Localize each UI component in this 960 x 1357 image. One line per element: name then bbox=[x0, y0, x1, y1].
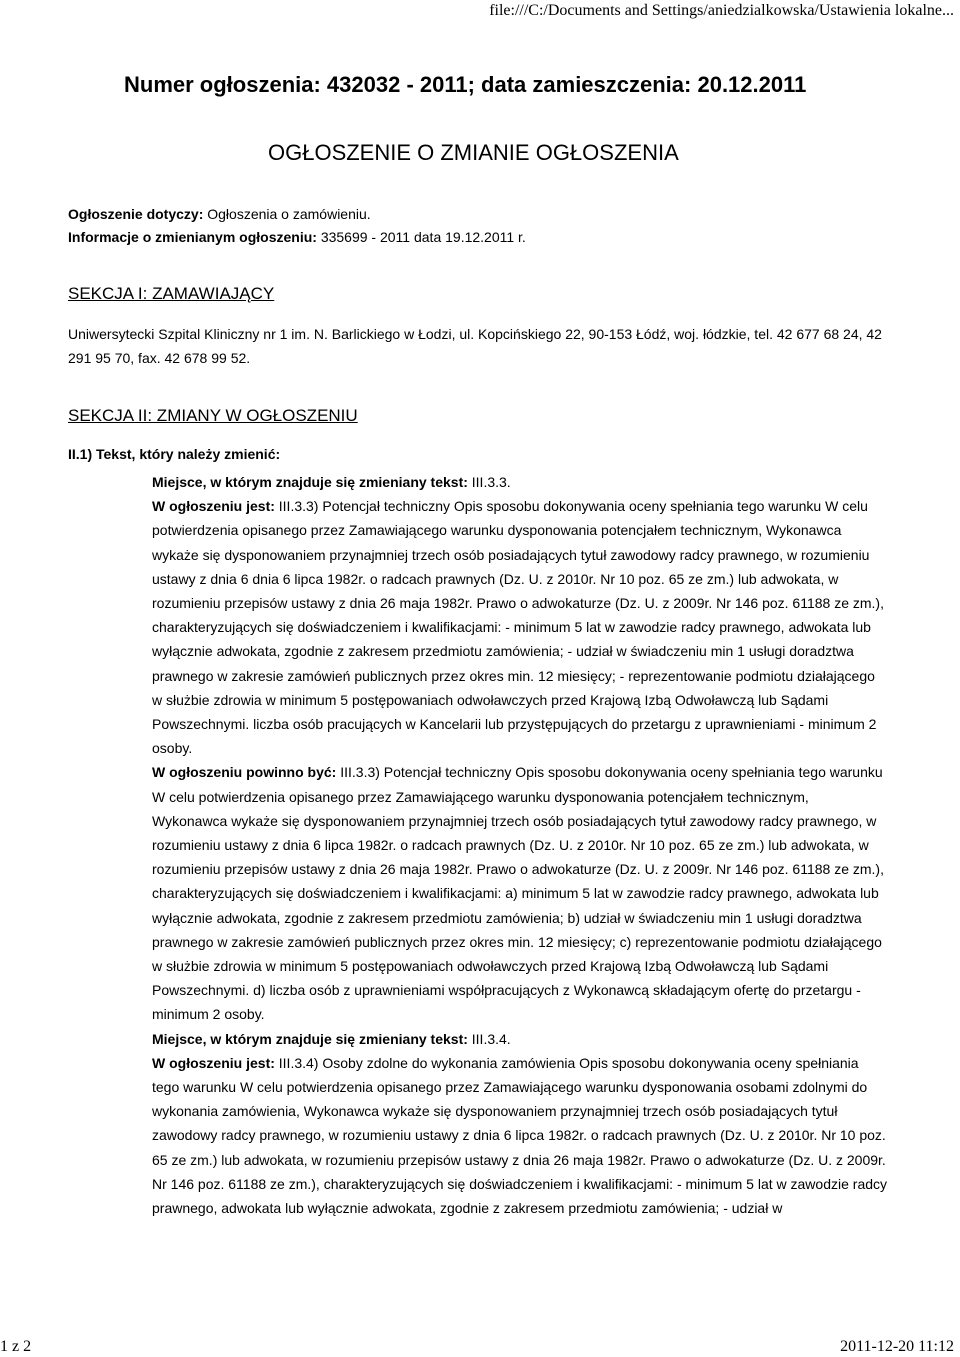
change-1-place-value: III.3.3. bbox=[467, 474, 511, 490]
print-footer-page: 1 z 2 bbox=[0, 1338, 32, 1355]
notice-number-title: Numer ogłoszenia: 432032 - 2011; data zamieszczenia: 20.12.2011 bbox=[124, 72, 807, 97]
concerns-label: Ogłoszenie dotyczy: bbox=[68, 206, 204, 222]
change-2-place-value: III.3.4. bbox=[467, 1030, 511, 1047]
notice-info bbox=[68, 203, 526, 249]
change-1-place-label: Miejsce, w którym znajduje się zmieniany tekst: bbox=[152, 474, 468, 490]
item-ii1-label: II.1) Tekst, który należy zmienić: bbox=[68, 446, 281, 462]
change-2-place-label: Miejsce, w którym znajduje się zmieniany tekst: bbox=[152, 1030, 468, 1047]
print-header-url: file:///C:/Documents and Settings/aniedzialkowska/Ustawienia lokalne... bbox=[489, 2, 954, 19]
changed-notice-label: Informacje o zmienianym ogłoszeniu: bbox=[68, 229, 317, 245]
section-2-title: SEKCJA II: ZMIANY W OGŁOSZENIU bbox=[68, 406, 358, 425]
change-2-is-label: W ogłoszeniu jest: bbox=[152, 1054, 275, 1071]
contracting-authority-address: Uniwersytecki Szpital Kliniczny nr 1 im. N. Barlickiego w Łodzi, ul. Kopcińskiego 22, 90-153 Łódź, woj. łódzkie, tel. 42 677 68 24, 42 291 95 70, fax. 42 678 99 52. bbox=[68, 326, 882, 366]
print-footer-datetime: 2011-12-20 11:12 bbox=[840, 1338, 954, 1355]
changes-list bbox=[152, 470, 888, 1220]
change-1-should-label: W ogłoszeniu powinno być: bbox=[152, 764, 337, 781]
change-2-place bbox=[152, 1027, 888, 1051]
change-1-should bbox=[152, 760, 888, 1026]
concerns-value: Ogłoszenia o zamówieniu. bbox=[203, 206, 371, 222]
changed-notice-value: 335699 - 2011 data 19.12.2011 r. bbox=[316, 229, 526, 245]
change-1-should-text: III.3.3) Potencjał techniczny Opis sposobu dokonywania oceny spełniania tego warunku W celu potwierdzenia opisanego przez Zamawiającego warunku dysponowania potencjałem technicznym, Wykonawca wykaże się dysponowaniem przynajmniej trzech osób posiadających tytuł zawodowy radcy prawnego, w rozumieniu ustawy z dnia 6 lipca 1982r. o radcach prawnych (Dz. U. z 2010r. Nr 10 poz. 65 ze zm.) lub adwokata, w rozumieniu przepisów ustawy z dnia 26 maja 1982r. Prawo o adwokaturze (Dz. U. z 2009r. Nr 146 poz. 61188 ze zm.), charakteryzujących się doświadczeniem i kwalifikacjami: a) minimum 5 lat w zawodzie radcy prawnego, adwokata lub wyłącznie adwokata, zgodnie z zakresem przedmiotu zamówienia; b) udział w świadczeniu min 1 usługi doradztwa prawnego w zakresie zamówień publicznych przez okres min. 12 miesięcy; c) reprezentowanie podmiotu działającego w służbie zdrowia w minimum 5 postępowaniach odwoławczych przed Krajową Izbą Odwoławczą lub Sądami Powszechnymi. d) liczba osób z uprawnieniami współpracujących z Wykonawcą składającym ofertę do przetargu - minimum 2 osoby. bbox=[152, 764, 884, 1023]
section-1-title: SEKCJA I: ZAMAWIAJĄCY bbox=[68, 284, 275, 303]
change-1-place bbox=[152, 470, 888, 494]
changed-notice-line bbox=[68, 226, 526, 249]
concerns-line bbox=[68, 203, 526, 226]
change-1-is-label: W ogłoszeniu jest: bbox=[152, 498, 275, 515]
change-1-is-text: III.3.3) Potencjał techniczny Opis sposobu dokonywania oceny spełniania tego warunku W celu potwierdzenia opisanego przez Zamawiającego warunku dysponowania potencjałem technicznym, Wykonawca wykaże się dysponowaniem przynajmniej trzech osób posiadających tytuł zawodowy radcy prawnego, w rozumieniu ustawy z dnia 6 dnia 6 lipca 1982r. o radcach prawnych (Dz. U. z 2010r. Nr 10 poz. 65 ze zm.) lub adwokata, w rozumieniu przepisów ustawy z dnia 26 maja 1982r. Prawo o adwokaturze (Dz. U. z 2009r. Nr 146 poz. 61188 ze zm.), charakteryzujących się doświadczeniem i kwalifikacjami: - minimum 5 lat w zawodzie radcy prawnego, adwokata lub wyłącznie adwokata, zgodnie z zakresem przedmiotu zamówienia; - udział w świadczeniu min 1 usługi doradztwa prawnego w zakresie zamówień publicznych przez okres min. 12 miesięcy; - reprezentowanie podmiotu działającego w służbie zdrowia w minimum 5 postępowaniach odwoławczych przed Krajową Izbą Odwoławczą lub Sądami Powszechnymi. liczba osób pracujących w Kancelarii lub przystępujących do przetargu z uprawnieniami - minimum 2 osoby. bbox=[152, 498, 884, 757]
change-1-is bbox=[152, 494, 888, 760]
change-2-is bbox=[152, 1051, 888, 1220]
notice-type-title: OGŁOSZENIE O ZMIANIE OGŁOSZENIA bbox=[268, 140, 679, 165]
change-2-is-text: III.3.4) Osoby zdolne do wykonania zamówienia Opis sposobu dokonywania oceny spełniania tego warunku W celu potwierdzenia opisanego przez Zamawiającego warunku dysponowania osobami zdolnymi do wykonania zamówienia, Wykonawca wykaże się dysponowaniem przynajmniej trzech osób posiadających tytuł zawodowy radcy prawnego, w rozumieniu ustawy z dnia 6 lipca 1982r. o radcach prawnych (Dz. U. z 2010r. Nr 10 poz. 65 ze zm.) lub adwokata, w rozumieniu przepisów ustawy z dnia 26 maja 1982r. Prawo o adwokaturze (Dz. U. z 2009r. Nr 146 poz. 61188 ze zm.), charakteryzujących się doświadczeniem i kwalifikacjami: - minimum 5 lat w zawodzie radcy prawnego, adwokata lub wyłącznie adwokata, zgodnie z zakresem przedmiotu zamówienia; - udział w bbox=[152, 1054, 888, 1217]
